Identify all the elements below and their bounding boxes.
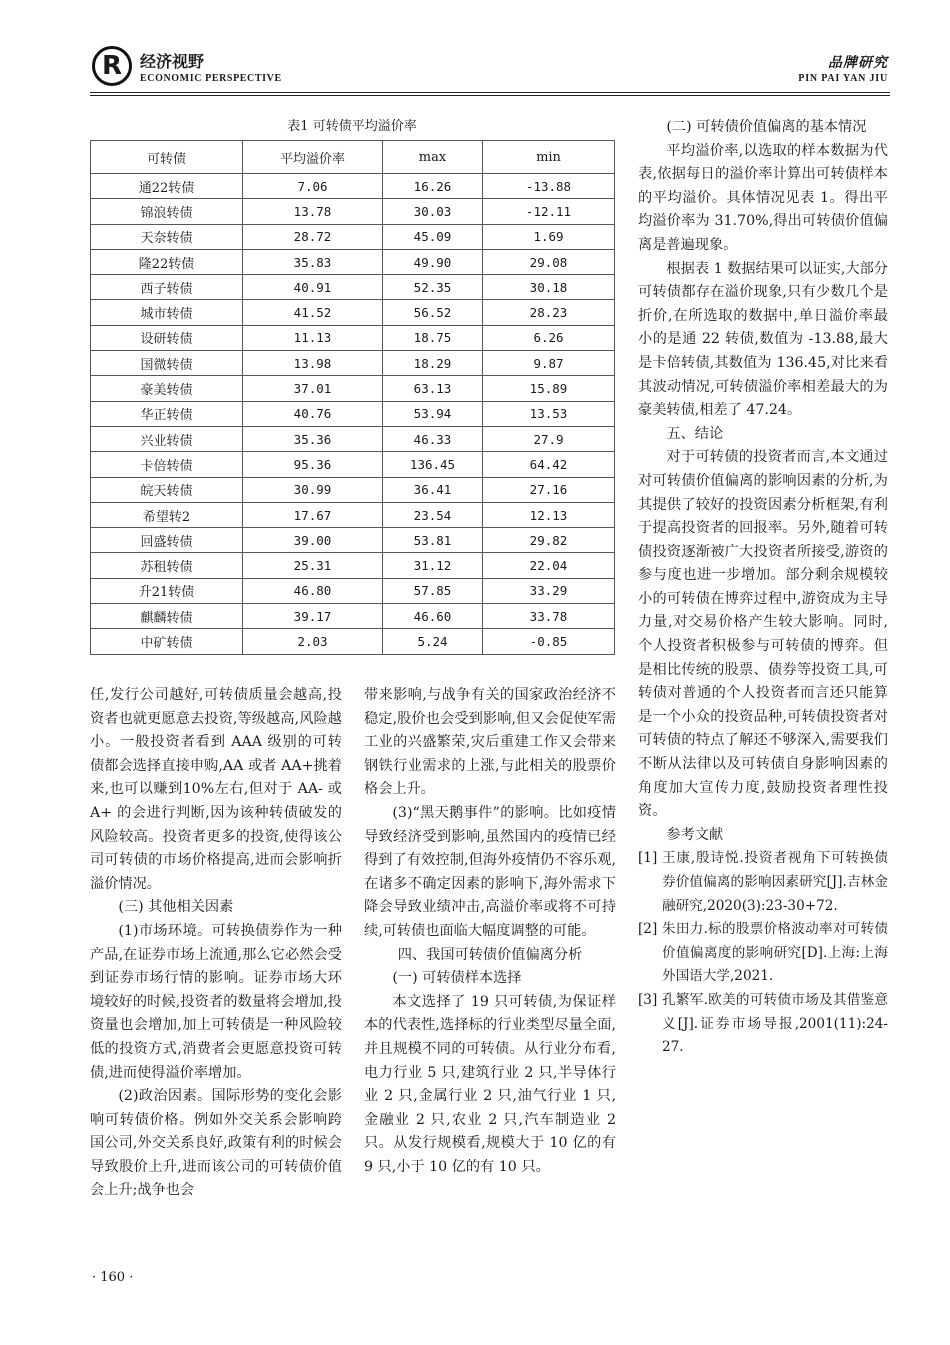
value-cell: 29.08: [483, 249, 615, 274]
reference-text: 孔繁军.欧美的可转债市场及其借鉴意义[J].证券市场导报,2001(11):24-27.: [662, 991, 888, 1056]
paragraph: 平均溢价率,以选取的样本数据为代表,依据每日的溢价率计算出可转债样本的平均溢价。具体情况见表 1。得出平均溢价率为 31.70%,得出可转债价值偏离是普遍现象。: [638, 142, 888, 253]
value-cell: 27.16: [483, 477, 615, 502]
value-cell: 7.06: [243, 174, 383, 199]
value-cell: 30.18: [483, 275, 615, 300]
value-cell: 35.83: [243, 249, 383, 274]
paragraph: (3)“黑天鹅事件”的影响。比如疫情导致经济受到影响,虽然国内的疫情已经得到了有效控制,但海外疫情仍不容乐观,在诸多不确定因素的影响下,海外需求下降会导致业绩冲击,高溢价率或将不可持续,可转债也面临大幅度调整的可能。: [364, 804, 616, 939]
value-cell: 13.98: [243, 351, 383, 376]
table-header-cell: 可转债: [91, 141, 243, 174]
bond-name-cell: 西子转债: [91, 275, 243, 300]
table-row: [91, 629, 615, 654]
value-cell: 30.03: [383, 199, 483, 224]
value-cell: 12.13: [483, 502, 615, 527]
value-cell: 31.12: [383, 553, 483, 578]
table-header-cell: max: [383, 141, 483, 174]
value-cell: 30.99: [243, 477, 383, 502]
table-row: [91, 528, 615, 553]
value-cell: 40.76: [243, 401, 383, 426]
bond-name-cell: 麒麟转债: [91, 604, 243, 629]
table-row: [91, 351, 615, 376]
value-cell: 45.09: [383, 224, 483, 249]
table-row: [91, 553, 615, 578]
value-cell: 28.72: [243, 224, 383, 249]
value-cell: 46.60: [383, 604, 483, 629]
value-cell: 64.42: [483, 452, 615, 477]
value-cell: 39.17: [243, 604, 383, 629]
value-cell: -12.11: [483, 199, 615, 224]
subsection-heading: (一) 可转债样本选择: [392, 970, 522, 987]
value-cell: 53.94: [383, 401, 483, 426]
value-cell: 57.85: [383, 578, 483, 603]
value-cell: 5.24: [383, 629, 483, 654]
references-heading: 参考文献: [666, 826, 724, 843]
table-row: [91, 174, 615, 199]
section-heading: 四、我国可转债价值偏离分析: [397, 946, 583, 963]
value-cell: 37.01: [243, 376, 383, 401]
value-cell: 2.03: [243, 629, 383, 654]
bond-name-cell: 城市转债: [91, 300, 243, 325]
paragraph: (1)市场环境。可转换债券作为一种产品,在证券市场上流通,那么它必然会受到证券市场行情的影响。证券市场大环境较好的时候,投资者的数量将会增加,投资量也会增加,加上可转债是一种风险较低的投资方式,消费者会更愿意投资可转债,进而使得溢价率增加。: [90, 922, 342, 1081]
reference-item: [638, 989, 888, 1060]
value-cell: 33.29: [483, 578, 615, 603]
value-cell: 56.52: [383, 300, 483, 325]
section-heading: 五、结论: [666, 425, 724, 442]
table-caption: 表1 可转债平均溢价率: [287, 119, 417, 134]
table-row: [91, 502, 615, 527]
bond-name-cell: 天奈转债: [91, 224, 243, 249]
bond-name-cell: 设研转债: [91, 325, 243, 350]
reference-text: 朱田力.标的股票价格波动率对可转债价值偏离度的影响研究[D].上海:上海外国语大学,2021.: [662, 921, 888, 985]
value-cell: 46.33: [383, 426, 483, 451]
table-row: [91, 300, 615, 325]
value-cell: 23.54: [383, 502, 483, 527]
table-row: [91, 325, 615, 350]
value-cell: 36.41: [383, 477, 483, 502]
bond-name-cell: 华正转债: [91, 401, 243, 426]
table-row: [91, 452, 615, 477]
table-row: [91, 604, 615, 629]
section-heading: (三) 其他相关因素: [118, 899, 234, 916]
bond-name-cell: 苏租转债: [91, 553, 243, 578]
value-cell: 63.13: [383, 376, 483, 401]
paragraph: 对于可转债的投资者而言,本文通过对可转债价值偏离的影响因素的分析,为其提供了较好的投资因素分析框架,有利于提高投资者的回报率。另外,随着可转债投资逐渐被广大投资者所接受,游资的参与度也进一步增加。部分剩余规模较小的可转债在博弈过程中,游资成为主导力量,对交易价格产生较大影响。同时,个人投资者积极参与可转债的博弈。但是相比传统的股票、债券等投资工具,可转债对普通的个人投资者而言还只能算是一个小众的投资品种,可转债投资者对可转债的特点了解还不够深入,需要我们不断从法律以及可转债自身影响因素的角度加大宣传力度,鼓励投资者理性投资。: [638, 449, 888, 820]
value-cell: 18.29: [383, 351, 483, 376]
bond-name-cell: 升21转债: [91, 578, 243, 603]
bond-name-cell: 希望转2: [91, 502, 243, 527]
table-row: [91, 578, 615, 603]
logo-letter: R: [101, 51, 123, 81]
bond-name-cell: 豪美转债: [91, 376, 243, 401]
reference-number: [1]: [638, 850, 658, 867]
value-cell: 95.36: [243, 452, 383, 477]
reference-text: 王康,殷诗悦.投资者视角下可转换债券价值偏离的影响因素研究[J].吉林金融研究,2020(3):23-30+72.: [662, 850, 888, 914]
journal-title-cn: 经济视野: [140, 52, 205, 71]
value-cell: 15.89: [483, 376, 615, 401]
table-row: [91, 249, 615, 274]
value-cell: 46.80: [243, 578, 383, 603]
bond-name-cell: 中矿转债: [91, 629, 243, 654]
table-row: [91, 477, 615, 502]
value-cell: 35.36: [243, 426, 383, 451]
reference-number: [3]: [638, 991, 658, 1008]
value-cell: 18.75: [383, 325, 483, 350]
bond-name-cell: 皖天转债: [91, 477, 243, 502]
value-cell: 39.00: [243, 528, 383, 553]
value-cell: 41.52: [243, 300, 383, 325]
text-column-1: [90, 684, 342, 1203]
table-row: [91, 275, 615, 300]
table-header-cell: 平均溢价率: [243, 141, 383, 174]
text-column-2: [364, 684, 616, 1179]
bond-name-cell: 兴业转债: [91, 426, 243, 451]
column-title-en: PIN PAI YAN JIU: [798, 73, 888, 84]
value-cell: 136.45: [383, 452, 483, 477]
value-cell: 49.90: [383, 249, 483, 274]
table-row: [91, 199, 615, 224]
paragraph: 根据表 1 数据结果可以证实,大部分可转债都存在溢价现象,只有少数几个是折价,在所选取的数据中,单日溢价率最小的是通 22 转债,数值为 -13.88,最大是卡倍转债,其数值为 136.45,对比来看其波动情况,可转债溢价率相差最大的为豪美转债,相差了 47.24。: [638, 260, 888, 419]
reference-item: [638, 847, 888, 918]
reference-list: [638, 847, 888, 1059]
reference-item: [638, 918, 888, 989]
journal-logo: [92, 46, 132, 86]
value-cell: 33.78: [483, 604, 615, 629]
value-cell: 9.87: [483, 351, 615, 376]
table-row: [91, 426, 615, 451]
bond-name-cell: 卡倍转债: [91, 452, 243, 477]
premium-table: [90, 140, 615, 655]
value-cell: 6.26: [483, 325, 615, 350]
bond-name-cell: 回盛转债: [91, 528, 243, 553]
value-cell: 29.82: [483, 528, 615, 553]
value-cell: -13.88: [483, 174, 615, 199]
column-title-cn: 品牌研究: [828, 55, 888, 71]
value-cell: 16.26: [383, 174, 483, 199]
bond-name-cell: 隆22转债: [91, 249, 243, 274]
page-number: · 160 ·: [92, 1270, 134, 1285]
value-cell: 1.69: [483, 224, 615, 249]
value-cell: 27.9: [483, 426, 615, 451]
paragraph: 本文选择了 19 只可转债,为保证样本的代表性,选择标的行业类型尽量全面,并且规模不同的可转债。从行业分布看,电力行业 5 只,建筑行业 2 只,半导体行业 2 只,金属行业 2 只,油气行业 1 只,金融业 2 只,农业 2 只,汽车制造业 2 只。从发行规模看,规模大于 10 亿的有 9 只,小于 10 亿的有 10 只。: [364, 993, 616, 1175]
value-cell: 11.13: [243, 325, 383, 350]
journal-title-en: ECONOMIC PERSPECTIVE: [140, 73, 282, 84]
table-header-row: [91, 141, 615, 174]
table-header-cell: min: [483, 141, 615, 174]
paragraph: 带来影响,与战争有关的国家政治经济不稳定,股价也会受到影响,但又会促使军需工业的兴盛繁荣,灾后重建工作又会带来钢铁行业需求的上涨,与此相关的股票价格会上升。: [364, 687, 616, 798]
value-cell: 52.35: [383, 275, 483, 300]
subsection-heading: (二) 可转债价值偏离的基本情况: [666, 119, 867, 135]
table-row: [91, 376, 615, 401]
value-cell: 53.81: [383, 528, 483, 553]
value-cell: 13.78: [243, 199, 383, 224]
value-cell: -0.85: [483, 629, 615, 654]
header-rule-bottom: [90, 95, 890, 96]
value-cell: 22.04: [483, 553, 615, 578]
bond-name-cell: 国微转债: [91, 351, 243, 376]
bond-name-cell: 通22转债: [91, 174, 243, 199]
reference-number: [2]: [638, 921, 658, 938]
value-cell: 25.31: [243, 553, 383, 578]
value-cell: 40.91: [243, 275, 383, 300]
header-rule-top: [90, 92, 890, 93]
paragraph: (2)政治因素。国际形势的变化会影响可转债价格。例如外交关系会影响跨国公司,外交关系良好,政策有利的时候会导致股价上升,进而该公司的可转债价值会上升;战争也会: [90, 1088, 342, 1199]
value-cell: 13.53: [483, 401, 615, 426]
value-cell: 28.23: [483, 300, 615, 325]
value-cell: 17.67: [243, 502, 383, 527]
table-row: [91, 224, 615, 249]
paragraph: 任,发行公司越好,可转债质量会越高,投资者也就更愿意去投资,等级越高,风险越小。一般投资者看到 AAA 级别的可转债都会选择直接申购,AA 或者 AA+挑着来,也可以赚到10%左右,但对于 AA- 或 A+ 的会进行判断,因为该种转债破发的风险较高。投资者更多的投资,使得该公司可转债的市场价格提高,进而会影响折溢价情况。: [90, 687, 342, 892]
bond-name-cell: 锦浪转债: [91, 199, 243, 224]
text-column-3: [638, 116, 888, 1060]
table-row: [91, 401, 615, 426]
